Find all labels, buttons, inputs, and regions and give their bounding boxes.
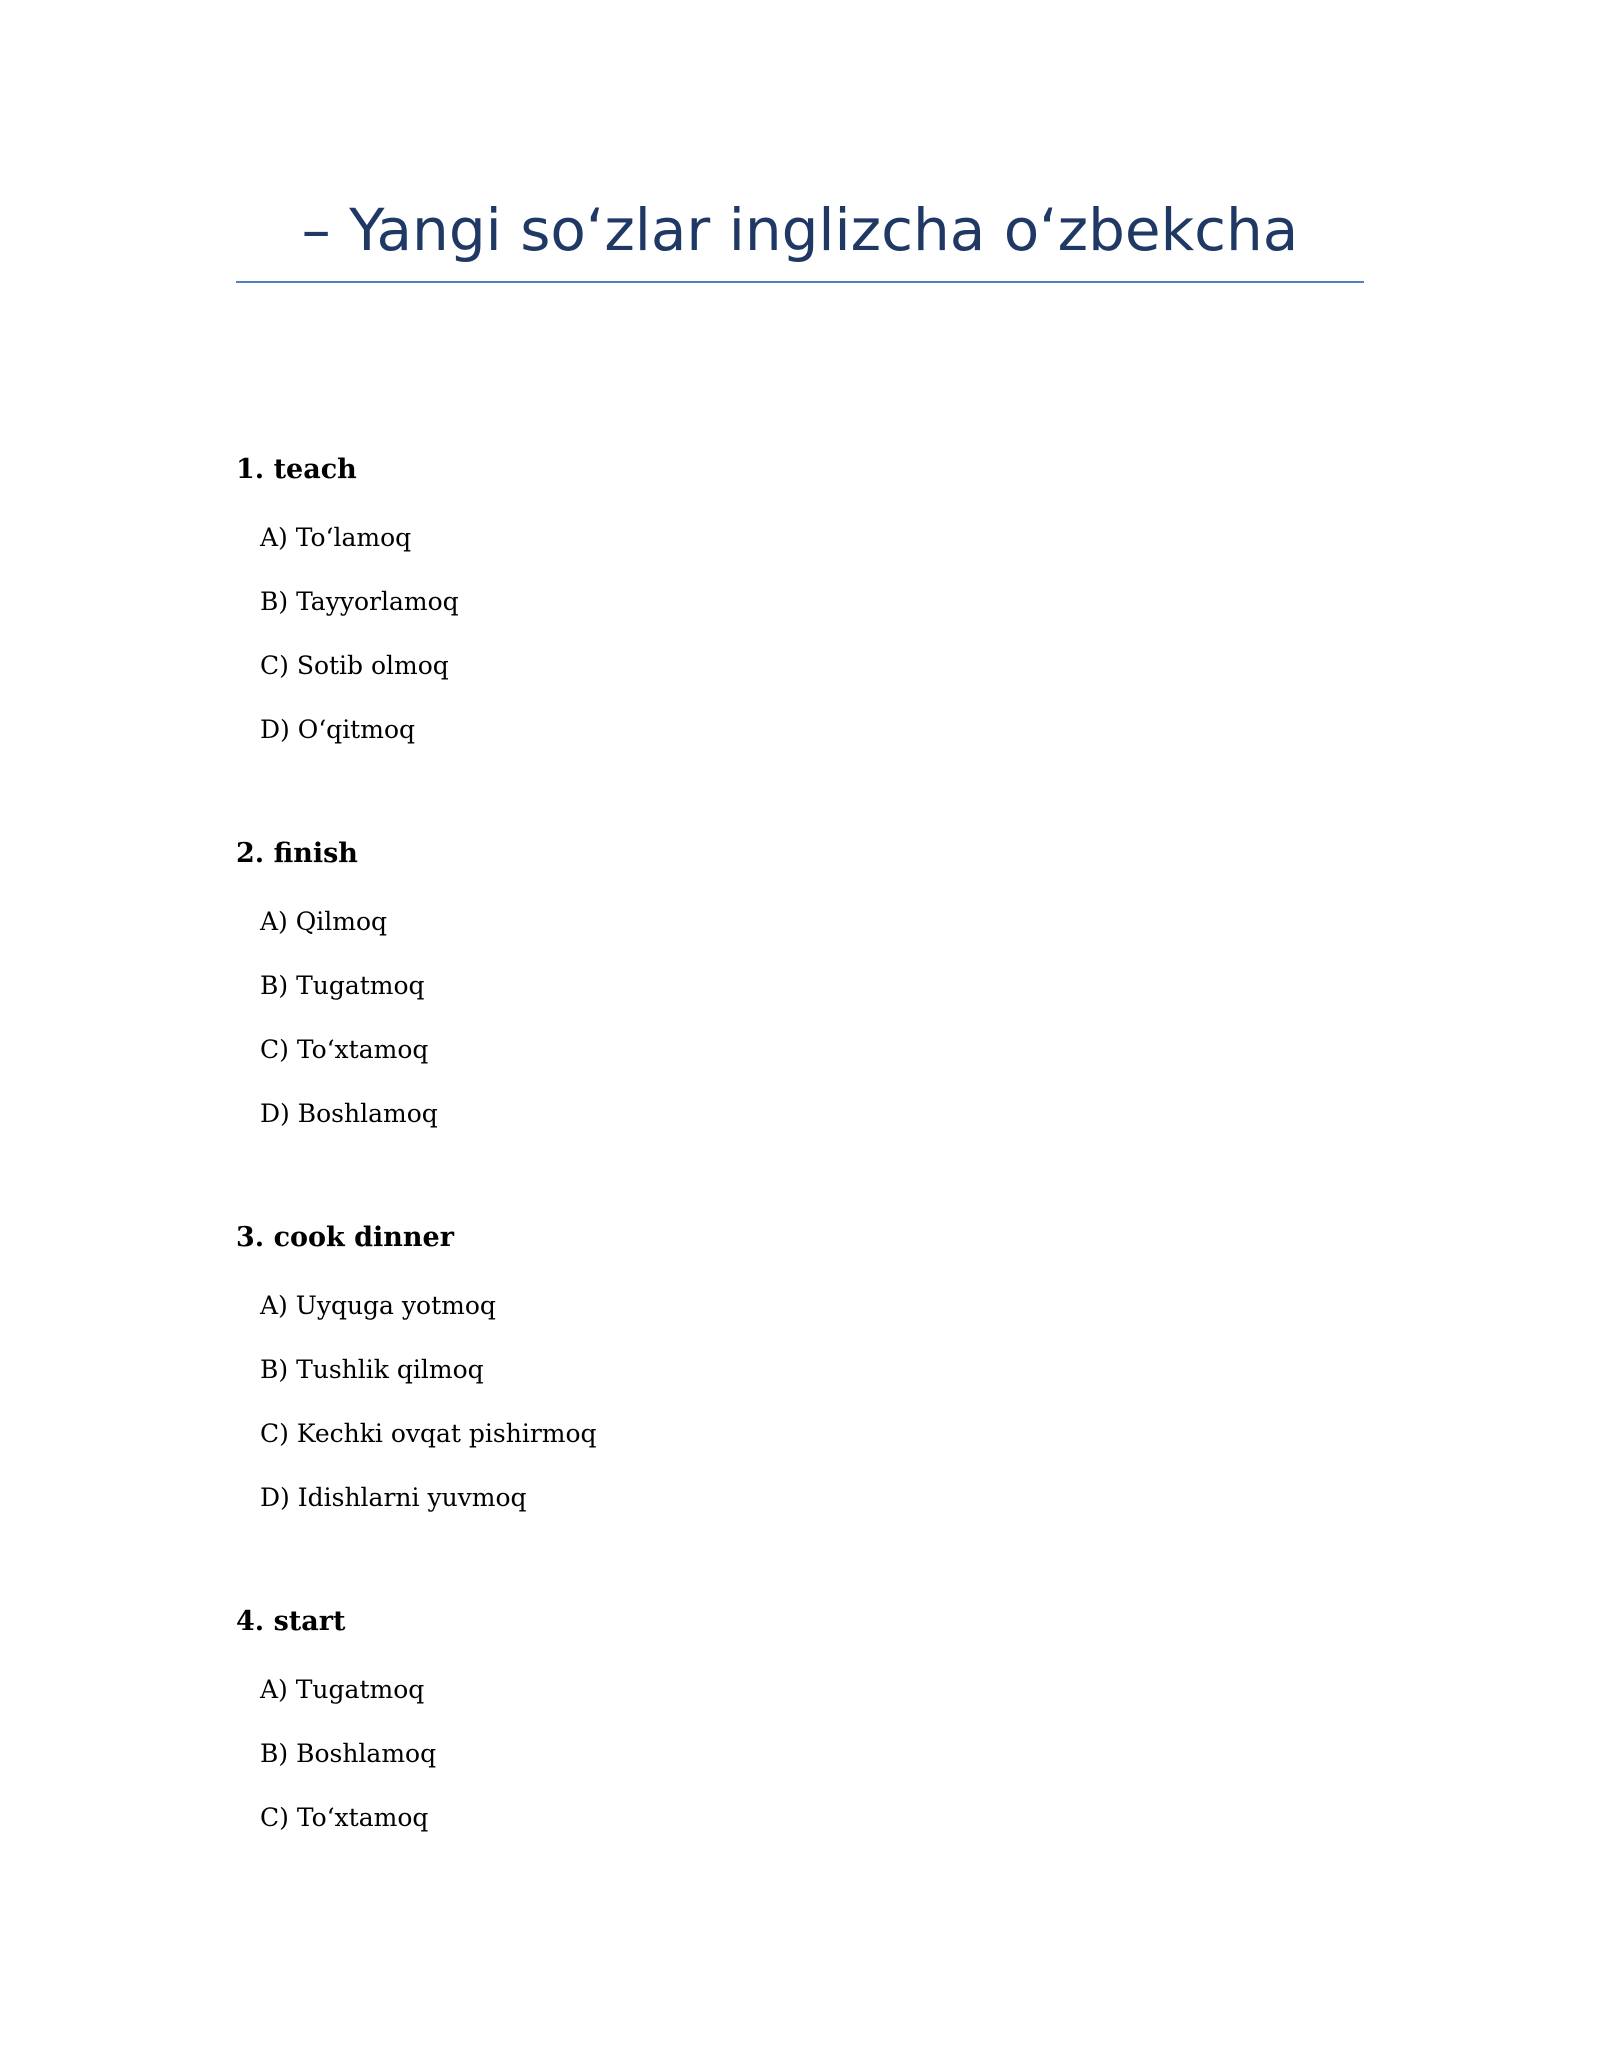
answer-option: A) Uyquga yotmoq xyxy=(260,1291,496,1320)
answer-option: A) To‘lamoq xyxy=(260,523,412,552)
question-item xyxy=(236,826,1364,1146)
answer-option: C) To‘xtamoq xyxy=(260,1035,429,1064)
question-list xyxy=(236,442,1364,1914)
question-title: 3. cook dinner xyxy=(236,1222,454,1253)
answer-option: A) Qilmoq xyxy=(260,907,388,936)
answer-option: C) To‘xtamoq xyxy=(260,1803,429,1832)
answer-option: B) Tugatmoq xyxy=(260,971,425,1000)
question-item xyxy=(236,1210,1364,1530)
answer-option: C) Kechki ovqat pishirmoq xyxy=(260,1419,597,1448)
answer-option: C) Sotib olmoq xyxy=(260,651,449,680)
question-item xyxy=(236,442,1364,762)
question-title: 4. start xyxy=(236,1606,346,1637)
answer-option: B) Tayyorlamoq xyxy=(260,587,459,616)
answer-option: B) Tushlik qilmoq xyxy=(260,1355,484,1384)
title-underline xyxy=(236,281,1364,283)
question-item xyxy=(236,1594,1364,1850)
answer-option: B) Boshlamoq xyxy=(260,1739,437,1768)
question-title: 1. teach xyxy=(236,454,357,485)
answer-option: D) O‘qitmoq xyxy=(260,715,415,744)
answer-option: D) Boshlamoq xyxy=(260,1099,438,1128)
document-title: – Yangi so‘zlar inglizcha o‘zbekcha xyxy=(301,196,1299,264)
answer-option: A) Tugatmoq xyxy=(260,1675,425,1704)
answer-option: D) Idishlarni yuvmoq xyxy=(260,1483,527,1512)
question-title: 2. finish xyxy=(236,838,358,869)
